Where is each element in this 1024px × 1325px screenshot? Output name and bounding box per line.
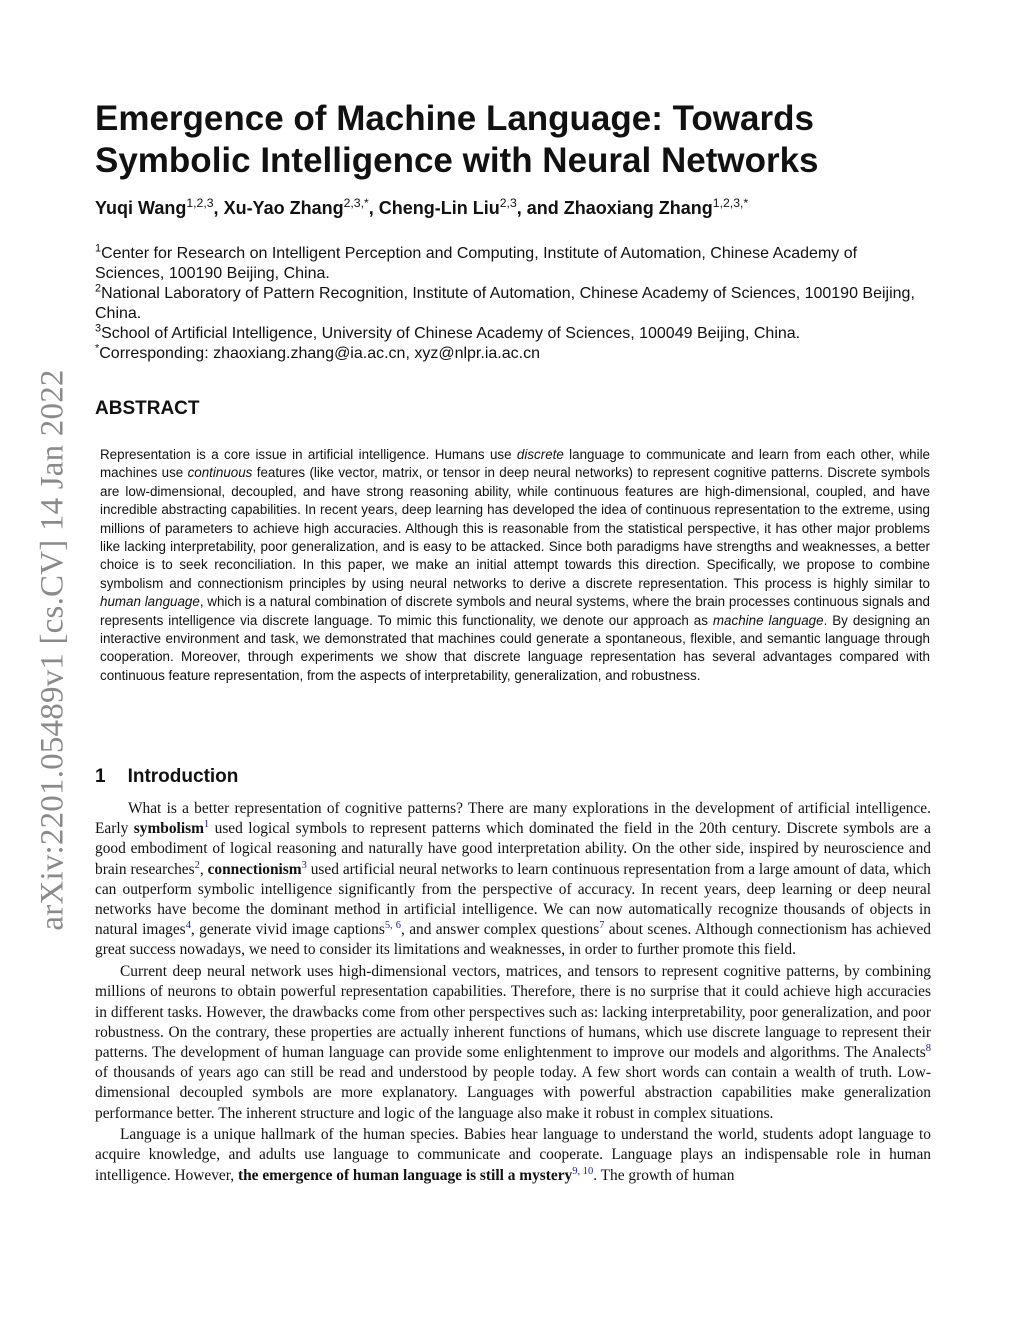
- bold-term: connectionism: [207, 860, 302, 878]
- citation-link[interactable]: 5, 6: [384, 920, 402, 932]
- abstract-emphasis: human language: [100, 594, 200, 610]
- author-affiliation-marks: 2,3: [499, 196, 517, 210]
- paragraph-text: of thousands of years ago can still be read and understood by people today. A few short words can contain a wealth of truth. Low-dimensional decoupled symbols are more explanatory. Languages with powerful abstraction capabilities make generalization performance better. The inherent structure and logic of the language also make it robust in complex situations.: [95, 1064, 931, 1122]
- arxiv-stamp-text: arXiv:2201.05489v1 [cs.CV] 14 Jan 2022: [34, 369, 71, 931]
- paragraph-text: used artificial neural networks to learn continuous representation from a large amount of data, which can outperform symbolic intelligence significantly from the perspective of accuracy. In recent years, deep learning or deep neural networks have become the dominant method in artificial intelligence. We can now automatically recognize thousands of objects in natural images: [95, 860, 931, 939]
- paragraph-text: Language is a unique hallmark of the human species. Babies hear language to understand the world, students adopt language to acquire knowledge, and adults use language to communicate and cooperate. Language plays an indispensable role in human intelligence. However,: [95, 1126, 931, 1184]
- abstract-text: features (like vector, matrix, or tensor in deep neural networks) to represent cognitive patterns. Discrete symbols are low-dimensional, decoupled, and have strong reasoning ability, while continuous features are high-dimensional, coupled, and have incredible abstracting capabilities. In recent years, deep learning has developed the idea of continuous representation to the extreme, using millions of parameters to achieve high accuracies. Although this is reasonable from the statistical perspective, it has other major problems like lacking interpretability, poor generalization, and is easy to be attacked. Since both paradigms have strengths and weaknesses, a better choice is to seek reconciliation. In this paper, we make an initial attempt towards this direction. Specifically, we propose to combine symbolism and connectionism principles by using neural networks to derive a discrete representation. This process is highly similar to: [100, 465, 930, 591]
- paragraph-text: ,: [199, 860, 208, 878]
- bold-term: the emergence of human language is still a mystery: [237, 1166, 573, 1184]
- affiliation-item: [95, 284, 915, 324]
- abstract-emphasis: machine language: [712, 612, 824, 628]
- title-line-1: Emergence of Machine Language: Towards: [95, 99, 814, 138]
- citation-link[interactable]: 4: [185, 920, 191, 932]
- affiliation-item: [95, 324, 915, 344]
- citation-link[interactable]: 8: [925, 1042, 931, 1054]
- affiliation-item: [95, 244, 915, 284]
- affiliation-mark: 1: [95, 242, 102, 255]
- section-number: 1: [95, 766, 106, 787]
- paragraph-text: about scenes. Although connectionism has achieved great success nowadays, we need to consider its limitations and weaknesses, in order to further promote this field.: [95, 921, 931, 959]
- author-name: Xu-Yao Zhang: [223, 198, 344, 218]
- paragraph-text: . The growth of human: [593, 1166, 735, 1184]
- paragraph-text: used logical symbols to represent patterns which dominated the field in the 20th century. Discrete symbols are a good embodiment of logical reasoning and naturally have good interpretation ability. On the other side, inspired by neuroscience and brain researches: [95, 820, 931, 878]
- author-affiliation-marks: 2,3,*: [343, 196, 369, 210]
- citation-link[interactable]: 1: [203, 819, 210, 831]
- paragraph: [95, 1125, 931, 1186]
- arxiv-identifier-stamp: [23, 360, 83, 940]
- citation-link[interactable]: 2: [194, 859, 200, 871]
- affiliations: [95, 244, 915, 364]
- affiliation-item: [95, 344, 915, 364]
- paragraph-text: What is a better representation of cognitive patterns? There are many explorations in the development of artificial intelligence. Early: [95, 800, 931, 838]
- affiliation-mark: *: [95, 342, 100, 355]
- section-heading-introduction: [95, 766, 238, 788]
- paragraph: [95, 799, 931, 961]
- author-separator: , and: [516, 198, 564, 218]
- author-name: Yuqi Wang: [95, 198, 187, 218]
- affiliation-text: Corresponding: zhaoxiang.zhang@ia.ac.cn, xyz@nlpr.ia.ac.cn: [99, 345, 540, 362]
- abstract-text: , which is a natural combination of discrete symbols and neural systems, where the brain processes continuous signals and represents intelligence via discrete language. To mimic this functionality, we denote our approach as: [100, 594, 930, 628]
- abstract-emphasis: continuous: [187, 465, 253, 481]
- paragraph-text: , and answer complex questions: [401, 921, 600, 939]
- affiliation-mark: 3: [95, 322, 102, 335]
- author-affiliation-marks: 1,2,3,*: [712, 196, 749, 210]
- abstract-emphasis: discrete: [516, 447, 564, 462]
- affiliation-text: Center for Research on Intelligent Perception and Computing, Institute of Automation, Chinese Academy of Sciences, 100190 Beijing, China.: [95, 245, 858, 282]
- author-affiliation-marks: 1,2,3: [186, 196, 214, 210]
- paragraph: [95, 962, 931, 1124]
- paragraph-text: Current deep neural network uses high-dimensional vectors, matrices, and tensors to represent cognitive patterns, by combining millions of neurons to obtain powerful representation capabilities. Therefore, there is no surprise that it could achieve high accuracies in different tasks. However, the drawbacks come from other perspectives such as: lacking interpretability, poor generalization, and poor robustness. On the contrary, these properties are actually inherent functions of humans, which use discrete language to represent their patterns. The development of human language can provide some enlightenment to improve our models and algorithms. The Analects: [95, 963, 931, 1061]
- paper-title: [95, 98, 895, 182]
- introduction-body: [95, 799, 931, 1187]
- affiliation-mark: 2: [95, 282, 102, 295]
- section-title: Introduction: [127, 766, 239, 787]
- paragraph-text: , generate vivid image captions: [190, 921, 385, 939]
- citation-link[interactable]: 7: [599, 920, 605, 932]
- author-list: [95, 198, 935, 219]
- affiliation-text: National Laboratory of Pattern Recognition, Institute of Automation, Chinese Academy of Sciences, 100190 Beijing, China.: [95, 285, 915, 322]
- author-separator: ,: [213, 198, 224, 218]
- abstract-heading: ABSTRACT: [95, 398, 200, 419]
- abstract-body: [100, 446, 930, 685]
- abstract-text: Representation is a core issue in artificial intelligence. Humans use: [100, 447, 517, 462]
- author-name: Zhaoxiang Zhang: [563, 198, 713, 218]
- citation-link[interactable]: 3: [301, 859, 307, 871]
- abstract-text: language to communicate and learn from each other, while machines use: [100, 447, 930, 481]
- citation-link[interactable]: 9, 10: [572, 1165, 594, 1177]
- title-line-2: Symbolic Intelligence with Neural Networks: [95, 141, 819, 180]
- abstract-text: . By designing an interactive environment and task, we demonstrated that machines could generate a spontaneous, flexible, and semantic language through cooperation. Moreover, through experiments we show that discrete language representation has several advantages compared with continuous feature representation, from the aspects of interpretability, generalization, and robustness.: [100, 612, 930, 683]
- author-name: Cheng-Lin Liu: [378, 198, 500, 218]
- bold-term: symbolism: [133, 820, 204, 838]
- affiliation-text: School of Artificial Intelligence, University of Chinese Academy of Sciences, 100049 Beijing, China.: [101, 325, 801, 342]
- author-separator: ,: [368, 198, 379, 218]
